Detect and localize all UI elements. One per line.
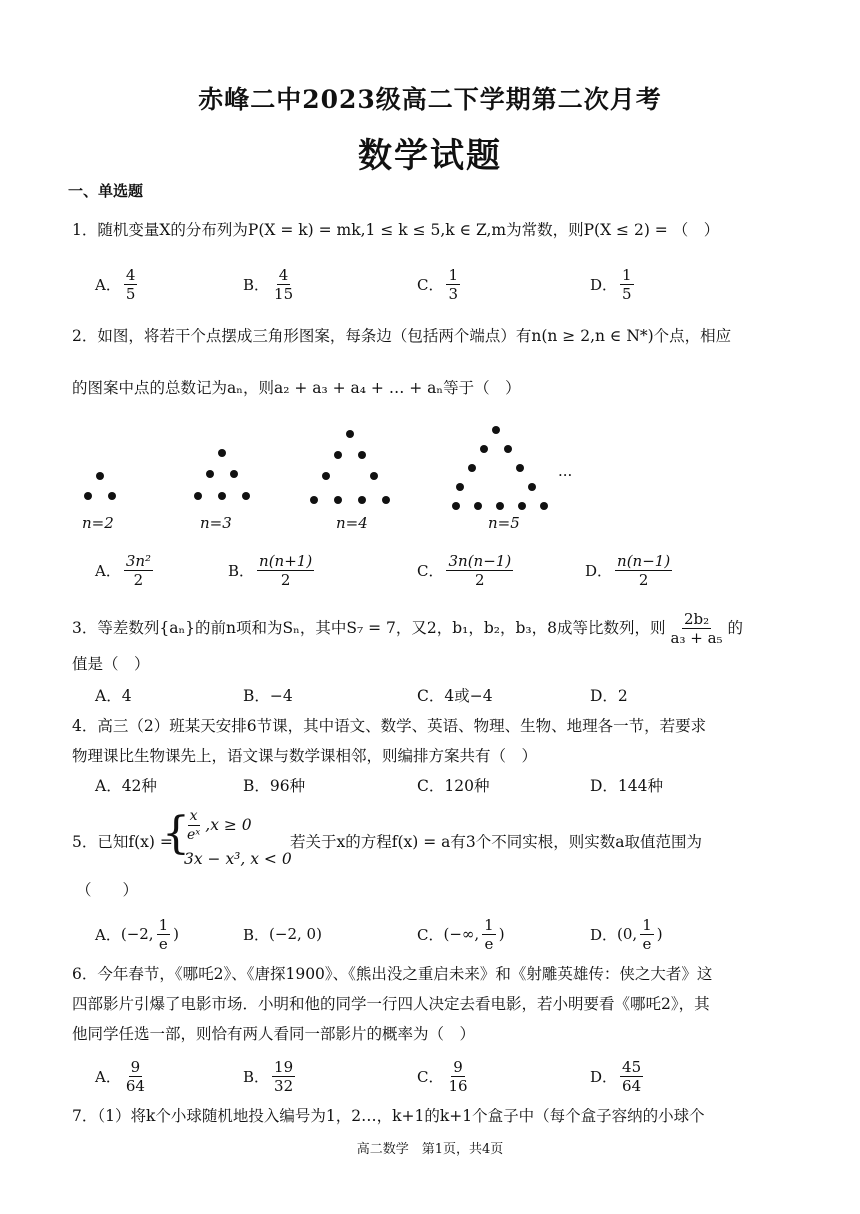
q1-option-c[interactable]: C． $\frac{1}{3}$ bbox=[417, 265, 459, 303]
q6-options bbox=[95, 1054, 795, 1098]
q6-option-a[interactable]: A． $\frac{9}{64}$ bbox=[95, 1057, 145, 1095]
q6-stem-line2: 四部影片引爆了电影市场．小明和他的同学一行四人决定去看电影，若小明要看《哪吒2》，其 bbox=[72, 995, 710, 1013]
q4-option-b[interactable]: B．96种 bbox=[243, 777, 306, 795]
q2-stem-line2: 的图案中点的总数记为aₙ，则a₂ + a₃ + a₄ + … + aₙ等于（ ） bbox=[72, 379, 521, 397]
q2-option-a[interactable]: A． $\frac{\text{3n²}}{2}$ bbox=[95, 551, 152, 589]
q4-option-a[interactable]: A．42种 bbox=[95, 777, 157, 795]
q5-case1: $\frac{x}{\text{eˣ}}$ ,x ≥ 0 bbox=[187, 807, 252, 843]
q1-options bbox=[95, 262, 795, 306]
q1-option-d[interactable]: D． $\frac{1}{5}$ bbox=[590, 265, 632, 303]
q3-stem-line2: 值是（ ） bbox=[72, 655, 150, 673]
exam-title: 赤峰二中2023级高二下学期第二次月考 bbox=[198, 85, 662, 114]
q4-option-d[interactable]: D．144种 bbox=[590, 777, 664, 795]
q5-stem-line1: 5．已知f(x) = { $\frac{x}{\text{eˣ}}$ ,x ≥ 0 3x − x³, x < 0 若关于x的方程f(x) = a有3个不同实根，则实数a取值范围为 bbox=[72, 807, 703, 868]
q2-options bbox=[95, 548, 795, 592]
label-n4: n=4 bbox=[336, 514, 368, 532]
q1-option-a[interactable]: A． $\frac{4}{5}$ bbox=[95, 265, 136, 303]
q6-stem-line1: 6．今年春节，《哪吒2》、《唐探1900》、《熊出没之重启未来》和《射雕英雄传：侠之大者》这 bbox=[72, 965, 713, 983]
q5-option-d[interactable]: D． (0, $\frac{1}{e}$ ) bbox=[590, 915, 663, 953]
q5-option-a[interactable]: A． (−2, $\frac{1}{e}$ ) bbox=[95, 915, 179, 953]
pattern-n4 bbox=[310, 430, 390, 504]
q5-option-c[interactable]: C． (−∞, $\frac{1}{e}$ ) bbox=[417, 915, 505, 953]
section-heading: 一、单选题 bbox=[68, 182, 144, 200]
q6-option-b[interactable]: B． $\frac{19}{32}$ bbox=[243, 1057, 294, 1095]
q6-option-d[interactable]: D． $\frac{45}{64}$ bbox=[590, 1057, 642, 1095]
q6-stem-line3: 他同学任选一部，则恰有两人看同一部影片的概率为（ ） bbox=[72, 1025, 476, 1043]
q5-case2: 3x − x³, x < 0 bbox=[184, 850, 292, 868]
q3-stem-line1: 3．等差数列{aₙ}的前n项和为Sₙ，其中S₇ = 7，又2，b₁，b₂，b₃，8成等比数列，则 $\frac{\text{2b₂}}{\text{a₃ + a₅}}$ 的 bbox=[72, 609, 744, 647]
q4-stem-line2: 物理课比生物课先上，语文课与数学课相邻，则编排方案共有（ ） bbox=[72, 747, 538, 765]
q1-option-b[interactable]: B． $\frac{4}{15}$ bbox=[243, 265, 294, 303]
q2-option-c[interactable]: C． $\frac{3n(n-1)}{2}$ bbox=[417, 551, 512, 589]
figure-ellipsis: ··· bbox=[558, 466, 573, 484]
subject-title: 数学试题 bbox=[358, 136, 502, 176]
q5-options bbox=[95, 912, 795, 956]
q7-stem-line1: 7．（1）将k个小球随机地投入编号为1，2…，k+1的k+1个盒子中（每个盒子容纳的小球个 bbox=[72, 1107, 705, 1125]
q3-option-c[interactable]: C．4或−4 bbox=[417, 687, 493, 705]
triangle-dot-figure bbox=[60, 420, 620, 538]
q3-option-a[interactable]: A．4 bbox=[95, 687, 132, 705]
q4-option-c[interactable]: C．120种 bbox=[417, 777, 490, 795]
pattern-n5 bbox=[452, 426, 548, 510]
q5-paren: （ ） bbox=[76, 881, 139, 899]
q2-option-b[interactable]: B． $\frac{n(n+1)}{2}$ bbox=[228, 551, 313, 589]
q3-option-b[interactable]: B．−4 bbox=[243, 687, 293, 705]
pattern-n3 bbox=[194, 449, 250, 500]
label-n2: n=2 bbox=[82, 514, 114, 532]
pattern-n2 bbox=[84, 472, 116, 500]
page-footer: 高二数学 第1页，共4页 bbox=[356, 1142, 504, 1157]
label-n3: n=3 bbox=[200, 514, 232, 532]
label-n5: n=5 bbox=[488, 514, 520, 532]
q2-stem-line1: 2．如图，将若干个点摆成三角形图案，每条边（包括两个端点）有n(n ≥ 2,n ∈ N*)个点，相应 bbox=[72, 327, 732, 345]
q1-stem: 1．随机变量X的分布列为P(X = k) = mk,1 ≤ k ≤ 5,k ∈ Z,m为常数，则P(X ≤ 2) = （ ） bbox=[72, 221, 720, 239]
q2-option-d[interactable]: D． $\frac{n(n-1)}{2}$ bbox=[585, 551, 671, 589]
q3-option-d[interactable]: D．2 bbox=[590, 687, 628, 705]
q4-stem-line1: 4．高三（2）班某天安排6节课，其中语文、数学、英语、物理、生物、地理各一节，若要求 bbox=[72, 717, 707, 735]
q5-option-b[interactable]: B． (−2, 0) bbox=[243, 925, 322, 944]
q6-option-c[interactable]: C． $\frac{9}{16}$ bbox=[417, 1057, 468, 1095]
